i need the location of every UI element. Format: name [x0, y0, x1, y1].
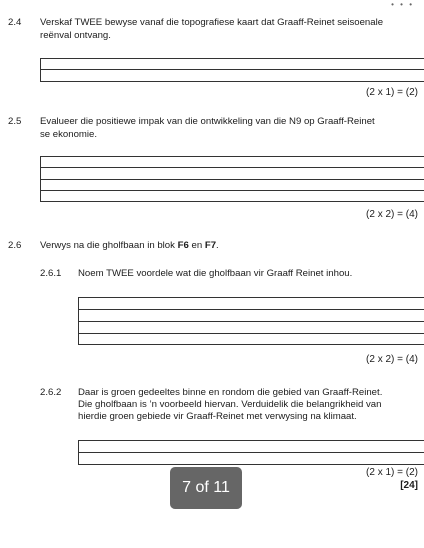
page-indicator: 7 of 11 — [170, 467, 242, 509]
question-text-2-6-2-line3: hierdie groen gebiede vir Graaff-Reinet met verwysing na klimaat. — [78, 411, 357, 422]
question-text-2-6-1: Noem TWEE voordele wat die gholfbaan vir Graaff Reinet inhou. — [78, 268, 353, 279]
question-number-2-6-2: 2.6.2 — [40, 387, 62, 398]
block-ref-f7: F7 — [204, 240, 217, 251]
question-text-2-6-suffix: . — [216, 240, 219, 251]
overflow-dots: • • • — [391, 0, 414, 9]
marks-2-5: (2 x 2) = (4) — [366, 209, 418, 220]
question-text-2-5-line2: se ekonomie. — [40, 129, 98, 140]
question-number-2-5: 2.5 — [8, 116, 22, 127]
marks-2-4: (2 x 1) = (2) — [366, 87, 418, 98]
block-ref-f6: F6 — [177, 240, 189, 251]
question-text-2-6-2-line2: Die gholfbaan is ’n voorbeeld hiervan. Verduidelik die belangrikheid van — [78, 399, 382, 410]
question-number-2-4: 2.4 — [8, 17, 22, 28]
question-text-2-5-line1: Evalueer die positiewe impak van die ontwikkeling van die N9 op Graaff-Reinet — [40, 116, 375, 127]
question-text-2-6-mid: en — [188, 240, 205, 251]
marks-2-6-1: (2 x 2) = (4) — [366, 354, 418, 365]
question-text-2-4-line1: Verskaf TWEE bewyse vanaf die topografiese kaart dat Graaff-Reinet seisoenale — [40, 17, 384, 28]
section-total: [24] — [400, 480, 418, 491]
question-number-2-6: 2.6 — [8, 240, 22, 251]
question-text-2-4-line2: reënval ontvang. — [40, 30, 111, 41]
question-number-2-6-1: 2.6.1 — [40, 268, 62, 279]
question-text-2-6-2-line1: Daar is groen gedeeltes binne en rondom die gebied van Graaff-Reinet. — [78, 387, 383, 398]
question-text-2-6-prefix: Verwys na die gholfbaan in blok — [40, 240, 178, 251]
question-text-2-6 — [40, 240, 219, 252]
marks-2-6-2: (2 x 1) = (2) — [366, 467, 418, 478]
